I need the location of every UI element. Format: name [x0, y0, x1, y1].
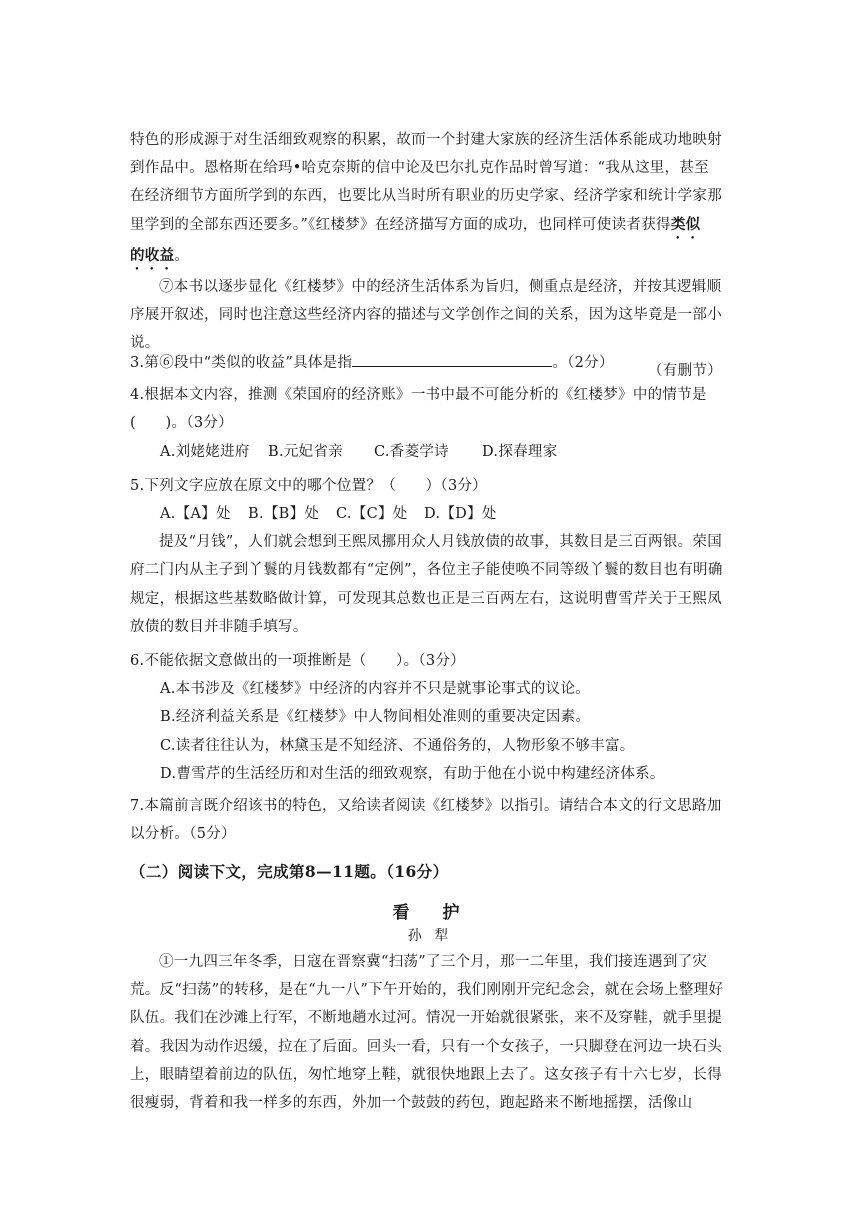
text-run: 里学到的全部东西还要多。”《红楼梦》在经济描写方面的成功，也同样可使读者获得: [130, 216, 671, 233]
emphasis-text: 类似: [670, 215, 701, 233]
emphasis-text: 的收益: [130, 246, 175, 264]
text-line: 在经济细节方面所学到的东西，也要比从当时所有职业的历史学家、经济学家和统计学家那: [130, 188, 722, 205]
option-c[interactable]: C.【C】处: [336, 506, 408, 523]
question-3-text: 3.第⑥段中“类似的收益”具体是指: [130, 355, 353, 371]
story-paragraph-1: [130, 948, 730, 1117]
option-b[interactable]: B.经济利益关系是《红楼梦》中人物间相处准则的重要决定因素。: [160, 709, 591, 726]
section-heading: （二）阅读下文，完成第8—11题。（16分）: [130, 862, 449, 881]
questions-block: [130, 349, 730, 848]
abridged-note: （有删节）: [648, 363, 722, 380]
story-title: 看 护: [392, 903, 468, 923]
passage-paragraph-6: [130, 126, 730, 385]
question-4-options: [130, 438, 730, 466]
question-5: 5.下列文字应放在原文中的哪个位置？（ ）（3分）: [130, 477, 488, 494]
option-b[interactable]: B.【B】处: [248, 506, 320, 523]
option-d[interactable]: D.探春理家: [482, 443, 558, 460]
option-d[interactable]: D.【D】处: [424, 506, 497, 523]
option-c[interactable]: C.读者往往认为，林黛玉是不知经济、不通俗务的，人物形象不够丰富。: [160, 737, 635, 754]
answer-blank[interactable]: [352, 350, 552, 367]
text-line: [130, 211, 730, 242]
question-3: [130, 349, 730, 377]
option-a[interactable]: A.【A】处: [160, 506, 231, 523]
text-line: 特色的形成源于对生活细致观察的积累，故而一个封建大家族的经济生活体系能成功地映射: [130, 132, 722, 148]
story-author: 孙 犁: [407, 928, 453, 944]
option-a[interactable]: A.本书涉及《红楼梦》中经济的内容并不只是就事论事式的议论。: [160, 681, 591, 698]
option-d[interactable]: D.曹雪芹的生活经历和对生活的细致观察，有助于他在小说中构建经济体系。: [160, 765, 665, 782]
question-6: 6.不能依据文意做出的一项推断是（ ）。（3分）: [130, 653, 466, 670]
text-line: [130, 242, 730, 273]
question-4: 4.根据本文内容，推测《荣国府的经济账》一书中最不可能分析的《红楼梦》中的情节是( )。（3分）: [130, 387, 707, 432]
question-3-score: 。（2分）: [552, 355, 614, 371]
option-b[interactable]: B.元妃省亲: [268, 443, 344, 460]
question-5-options: [130, 500, 730, 528]
option-c[interactable]: C.香菱学诗: [374, 443, 449, 460]
question-7: 7.本篇前言既介绍该书的特色，又给读者阅读《红楼梦》以指引。请结合本文的行文思路加以分析。（5分）: [130, 798, 722, 843]
option-a[interactable]: A.刘姥姥进府: [160, 443, 250, 460]
text-run: 。: [174, 247, 190, 264]
story-text: ①一九四三年冬季，日寇在晋察冀“扫荡”了三个月，那一二年里，我们接连遇到了灾荒。反“扫荡”的转移，是在“九一八”下午开始的，我们刚刚开完纪念会，就在会场上整理好队伍。我们在沙滩上行军，不断地趟水过河。情况一开始就很紧张，来不及穿鞋，就手里提着。我因为动作迟缓，拉在了后面。回头一看，只有一个女孩子，一只脚登在河边一块石头上，眼睛望着前边的队伍，匆忙地穿上鞋，就很快地跟上去了。这女孩子有十六七岁，长得很瘦弱，背着和我一样多的东西，外加一个鼓鼓的药包，跑起路来不断地摇摆，活像山: [130, 954, 724, 1112]
text-line: 到作品中。恩格斯在给玛•哈克奈斯的信中论及巴尔扎克作品时曾写道：“我从这里，甚至: [130, 160, 709, 177]
passage-paragraph-7: ⑦本书以逐步显化《红楼梦》中的经济生活体系为旨归，侧重点是经济，并按其逻辑顺序展开叙述，同时也注意这些经济内容的描述与文学创作之间的关系，因为这毕竟是一部小说。: [130, 278, 722, 352]
question-5-excerpt: 提及“月钱”，人们就会想到王熙凤挪用众人月钱放债的故事，其数目是三百两银。荣国府二门内从主子到丫鬟的月钱数都有“定例”，各位主子能使唤不同等级丫鬟的数目也有明确规定，根据这些基数略做计算，可发现其总数也正是三百两左右，这说明曹雪芹关于王熙凤放债的数目并非随手填写。: [130, 534, 723, 635]
